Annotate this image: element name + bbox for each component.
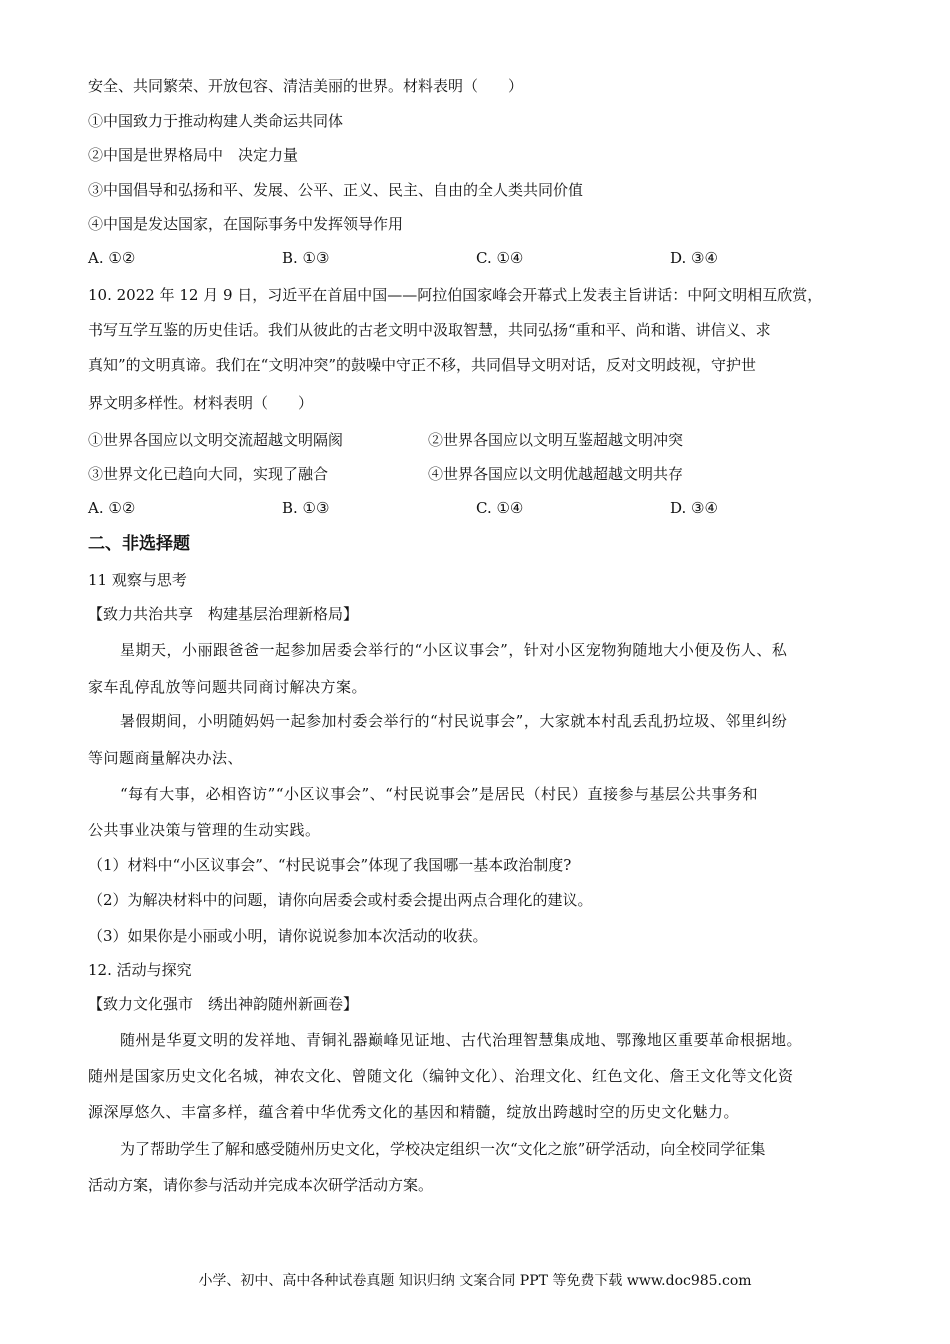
q12-subtitle: 【致力文化强市 绣出神韵随州新画卷】 <box>88 995 359 1013</box>
q11-para-3b: 公共事业决策与管理的生动实践。 <box>88 821 321 839</box>
q9-item-3: ③中国倡导和弘扬和平、发展、公平、正义、民主、自由的全人类共同价值 <box>88 181 584 199</box>
q10-line-2: 书写互学互鉴的历史佳话。我们从彼此的古老文明中汲取智慧，共同弘扬“重和平、尚和谐、讲信义、求 <box>88 321 771 339</box>
q9-option-a[interactable]: A. ①② <box>88 249 136 267</box>
q12-para-2b: 活动方案，请你参与活动并完成本次研学活动方案。 <box>88 1176 434 1194</box>
q11-question-2: （2）为解决材料中的问题，请你向居委会或村委会提出两点合理化的建议。 <box>88 891 593 909</box>
q9-option-c[interactable]: C. ①④ <box>476 249 524 267</box>
q10-item-3: ③世界文化已趋向大同，实现了融合 <box>88 465 329 483</box>
q12-para-1b: 随州是国家历史文化名城，神农文化、曾随文化（编钟文化）、治理文化、红色文化、詹王文化等文化资 <box>88 1067 794 1085</box>
section-heading: 二、非选择题 <box>88 534 190 554</box>
q12-para-2: 为了帮助学生了解和感受随州历史文化，学校决定组织一次“文化之旅”研学活动，向全校同学征集 <box>120 1140 766 1158</box>
q11-para-1: 星期天，小丽跟爸爸一起参加居委会举行的“小区议事会”，针对小区宠物狗随地大小便及伤人、私 <box>120 641 788 659</box>
q10-option-b[interactable]: B. ①③ <box>282 499 330 517</box>
q12-para-1c: 源深厚悠久、丰富多样，蕴含着中华优秀文化的基因和精髓，绽放出跨越时空的历史文化魅力。 <box>88 1103 740 1121</box>
q9-option-b[interactable]: B. ①③ <box>282 249 330 267</box>
q10-options <box>88 498 878 518</box>
q10-item-4: ④世界各国应以文明优越超越文明共存 <box>428 465 684 483</box>
q10-line-3: 真知”的文明真谛。我们在“文明冲突”的鼓噪中守正不移，共同倡导文明对话，反对文明歧视，守护世 <box>88 356 757 374</box>
q10-items-row-1 <box>88 430 878 450</box>
page-footer: 小学、初中、高中各种试卷真题 知识归纳 文案合同 PPT 等免费下载 www.doc985.com <box>198 1273 752 1289</box>
q9-options <box>88 248 878 268</box>
q10-option-d[interactable]: D. ③④ <box>670 499 718 517</box>
q9-item-2: ②中国是世界格局中 决定力量 <box>88 146 299 164</box>
q12-para-1: 随州是华夏文明的发祥地、青铜礼器巅峰见证地、古代治理智慧集成地、鄂豫地区重要革命根据地。 <box>120 1031 803 1049</box>
q9-stem-end: 安全、共同繁荣、开放包容、清洁美丽的世界。材料表明（ ） <box>88 77 524 95</box>
q11-para-3: “每有大事，必相咨访”“小区议事会”、“村民说事会”是居民（村民）直接参与基层公共事务和 <box>120 785 759 803</box>
q10-option-a[interactable]: A. ①② <box>88 499 136 517</box>
q10-items-row-2 <box>88 464 878 484</box>
q10-line-1: 10. 2022 年 12 月 9 日，习近平在首届中国——阿拉伯国家峰会开幕式上发表主旨讲话：中阿文明相互欣赏， <box>88 286 823 304</box>
q10-line-4: 界文明多样性。材料表明（ ） <box>88 394 314 412</box>
q11-question-1: （1）材料中“小区议事会”、“村民说事会”体现了我国哪一基本政治制度? <box>88 856 572 874</box>
q11-subtitle: 【致力共治共享 构建基层治理新格局】 <box>88 605 359 623</box>
q10-item-2: ②世界各国应以文明互鉴超越文明冲突 <box>428 431 684 449</box>
q11-title: 11 观察与思考 <box>88 571 187 589</box>
q9-option-d[interactable]: D. ③④ <box>670 249 718 267</box>
q10-item-1: ①世界各国应以文明交流超越文明隔阂 <box>88 431 344 449</box>
q11-para-2b: 等问题商量解决办法、 <box>88 749 244 767</box>
q12-title: 12. 活动与探究 <box>88 961 192 979</box>
q9-item-1: ①中国致力于推动构建人类命运共同体 <box>88 112 344 130</box>
q11-para-2: 暑假期间，小明随妈妈一起参加村委会举行的“村民说事会”，大家就本村乱丢乱扔垃圾、邻里纠纷 <box>120 712 788 730</box>
q10-option-c[interactable]: C. ①④ <box>476 499 524 517</box>
q11-question-3: （3）如果你是小丽或小明，请你说说参加本次活动的收获。 <box>88 927 488 945</box>
q11-para-1b: 家车乱停乱放等问题共同商讨解决方案。 <box>88 678 368 696</box>
q9-item-4: ④中国是发达国家，在国际事务中发挥领导作用 <box>88 215 404 233</box>
